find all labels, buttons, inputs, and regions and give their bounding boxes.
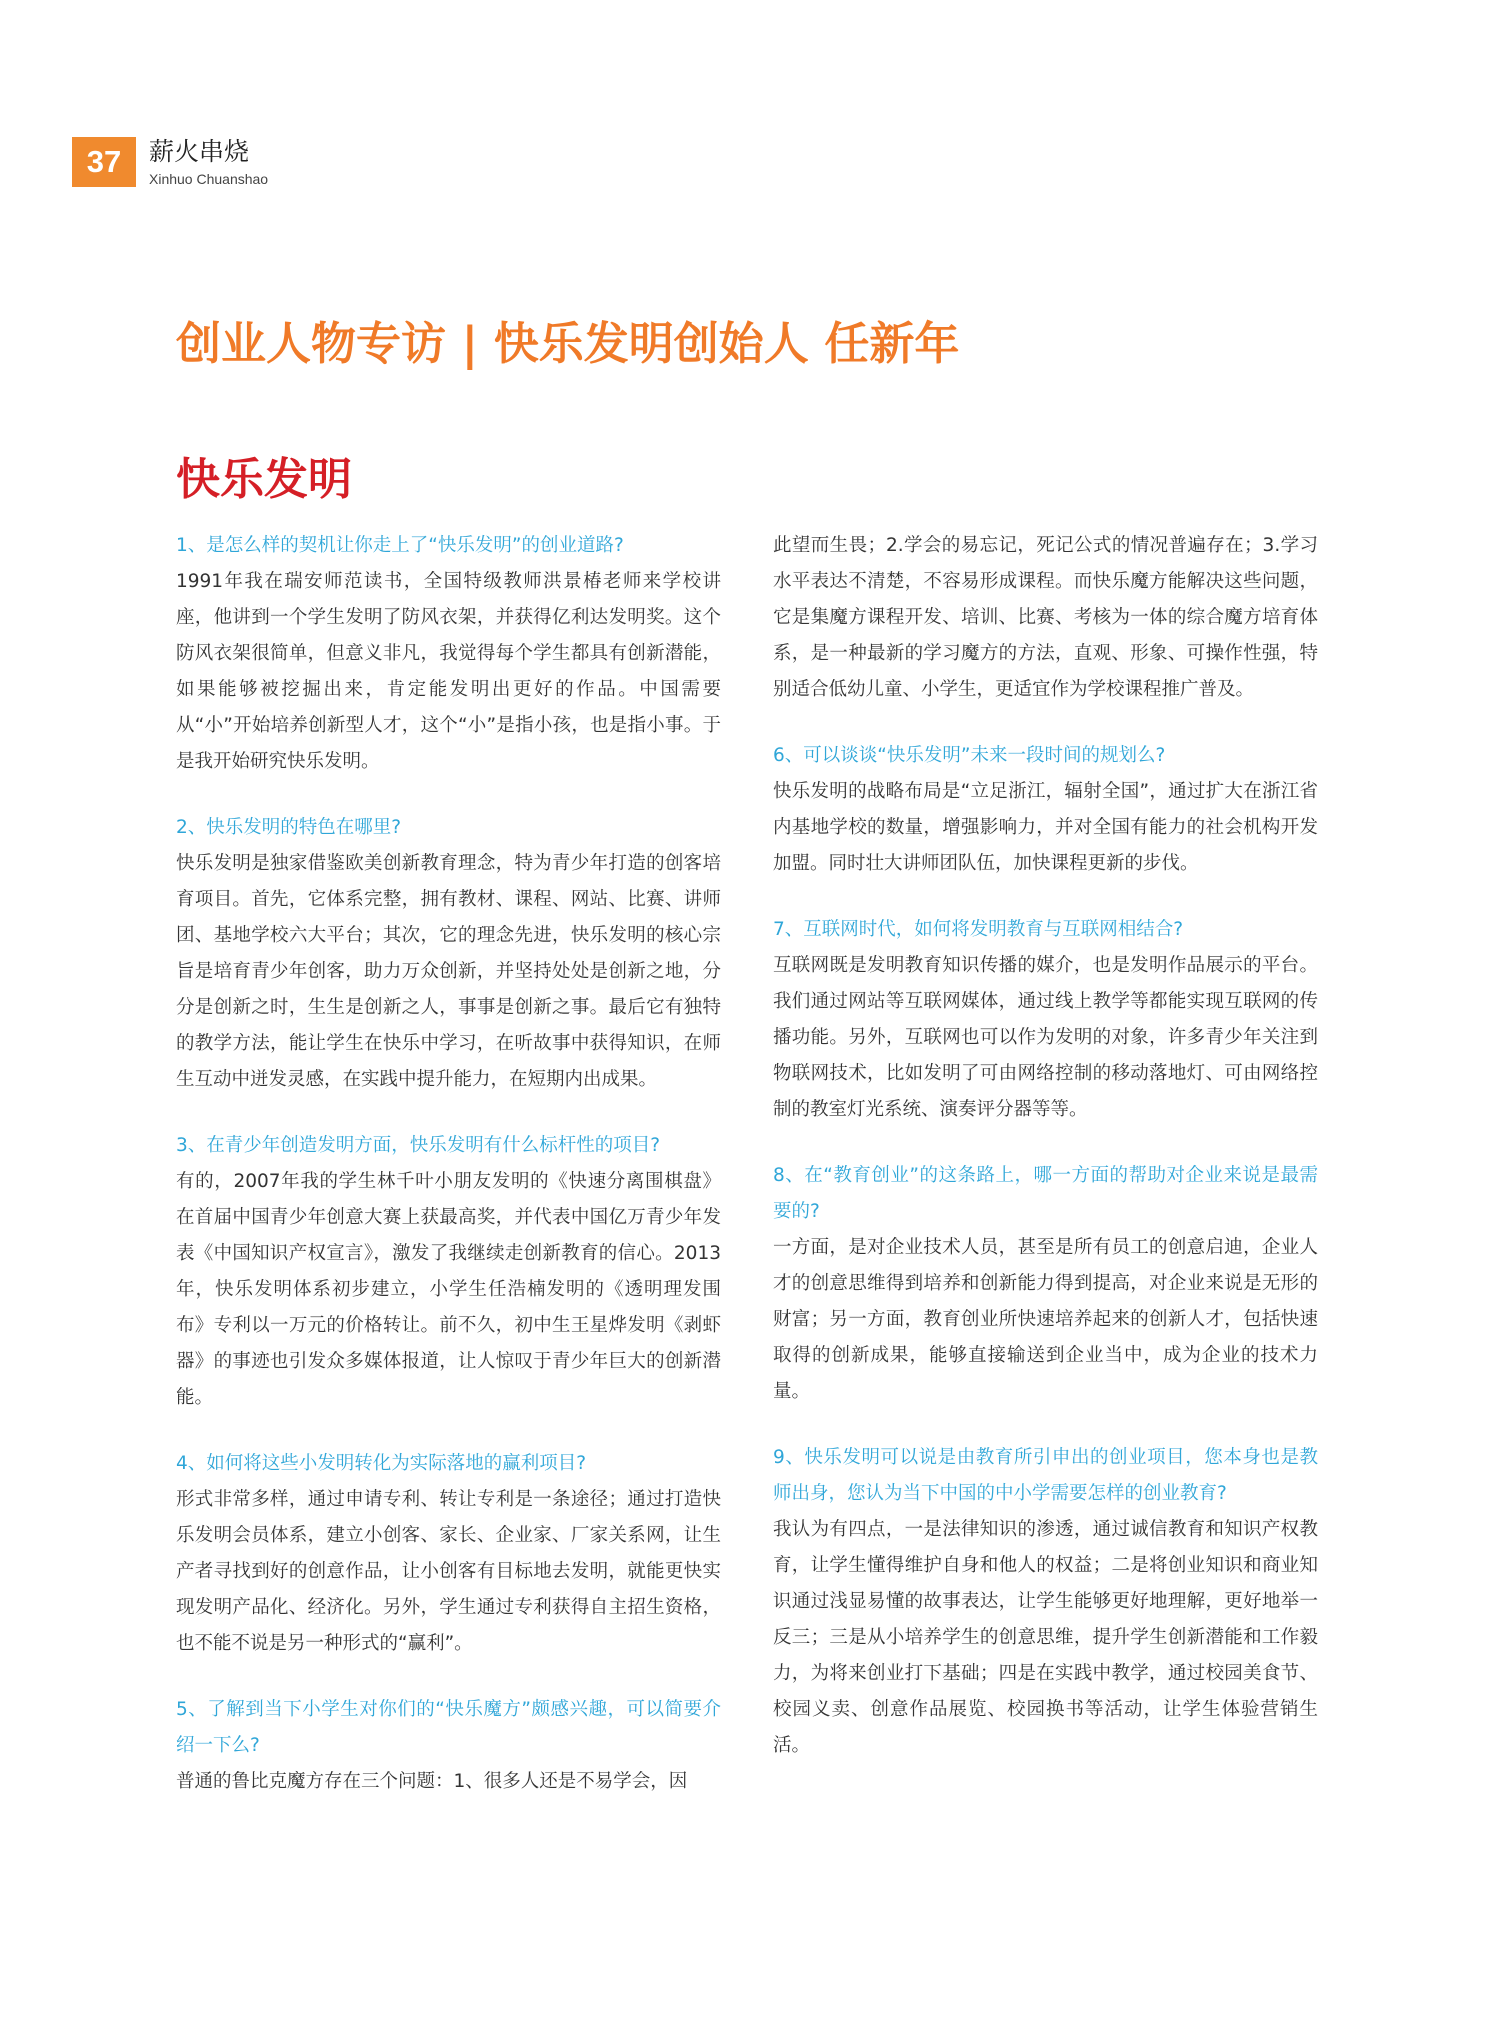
qa-item-5 (176, 1692, 721, 1800)
question-text: 8、在“教育创业”的这条路上，哪一方面的帮助对企业来说是最需要的? (773, 1165, 1318, 1222)
answer-text: 有的，2007年我的学生林千叶小朋友发明的《快速分离围棋盘》在首届中国青少年创意大赛上获最高奖，并代表中国亿万青少年发表《中国知识产权宣言》，激发了我继续走创新教育的信心。2013年，快乐发明体系初步建立，小学生任浩楠发明的《透明理发围布》专利以一万元的价格转让。前不久，初中生王星烨发明《剥虾器》的事迹也引发众多媒体报道，让人惊叹于青少年巨大的创新潜能。 (176, 1171, 721, 1408)
qa-item-2 (176, 810, 721, 1098)
page-number-badge: 37 (72, 137, 136, 187)
answer-text: 1991年我在瑞安师范读书，全国特级教师洪景椿老师来学校讲座，他讲到一个学生发明了防风衣架，并获得亿利达发明奖。这个防风衣架很简单，但意义非凡，我觉得每个学生都具有创新潜能，如果能够被挖掘出来，肯定能发明出更好的作品。中国需要从“小”开始培养创新型人才，这个“小”是指小孩，也是指小事。于是我开始研究快乐发明。 (176, 571, 721, 772)
section-title: 快乐发明 (176, 454, 352, 505)
answer-text: 互联网既是发明教育知识传播的媒介，也是发明作品展示的平台。我们通过网站等互联网媒体，通过线上教学等都能实现互联网的传播功能。另外，互联网也可以作为发明的对象，许多青少年关注到物联网技术，比如发明了可由网络控制的移动落地灯、可由网络控制的教室灯光系统、演奏评分器等等。 (773, 955, 1318, 1120)
magazine-title: 薪火串烧 (149, 137, 250, 166)
qa-item-1 (176, 528, 721, 780)
answer-text: 普通的鲁比克魔方存在三个问题：1、很多人还是不易学会，因 (176, 1771, 688, 1792)
qa-item-8 (773, 1158, 1318, 1410)
answer-text: 快乐发明的战略布局是“立足浙江，辐射全国”，通过扩大在浙江省内基地学校的数量，增强影响力，并对全国有能力的社会机构开发加盟。同时壮大讲师团队伍，加快课程更新的步伐。 (773, 781, 1318, 874)
answer-text: 一方面，是对企业技术人员，甚至是所有员工的创意启迪，企业人才的创意思维得到培养和创新能力得到提高，对企业来说是无形的财富；另一方面，教育创业所快速培养起来的创新人才，包括快速取得的创新成果，能够直接输送到企业当中，成为企业的技术力量。 (773, 1237, 1318, 1402)
qa-item-9 (773, 1440, 1318, 1764)
right-column (773, 528, 1318, 1794)
magazine-subtitle: Xinhuo Chuanshao (149, 171, 269, 187)
question-text: 1、是怎么样的契机让你走上了“快乐发明”的创业道路? (176, 535, 624, 556)
answer-text: 此望而生畏；2.学会的易忘记，死记公式的情况普遍存在；3.学习水平表达不清楚，不容易形成课程。而快乐魔方能解决这些问题，它是集魔方课程开发、培训、比赛、考核为一体的综合魔方培育体系，是一种最新的学习魔方的方法，直观、形象、可操作性强，特别适合低幼儿童、小学生，更适宜作为学校课程推广普及。 (773, 535, 1318, 700)
answer-text: 快乐发明是独家借鉴欧美创新教育理念，特为青少年打造的创客培育项目。首先，它体系完整，拥有教材、课程、网站、比赛、讲师团、基地学校六大平台；其次，它的理念先进，快乐发明的核心宗旨是培育青少年创客，助力万众创新，并坚持处处是创新之地，分分是创新之时，生生是创新之人，事事是创新之事。最后它有独特的教学方法，能让学生在快乐中学习，在听故事中获得知识，在师生互动中迸发灵感，在实践中提升能力，在短期内出成果。 (176, 853, 721, 1090)
question-text: 5、了解到当下小学生对你们的“快乐魔方”颇感兴趣，可以简要介绍一下么? (176, 1699, 721, 1756)
question-text: 2、快乐发明的特色在哪里? (176, 817, 402, 838)
question-text: 4、如何将这些小发明转化为实际落地的赢利项目? (176, 1453, 587, 1474)
question-text: 9、快乐发明可以说是由教育所引申出的创业项目，您本身也是教师出身，您认为当下中国的中小学需要怎样的创业教育? (773, 1447, 1318, 1504)
qa-item-7 (773, 912, 1318, 1128)
answer-text: 我认为有四点，一是法律知识的渗透，通过诚信教育和知识产权教育，让学生懂得维护自身和他人的权益；二是将创业知识和商业知识通过浅显易懂的故事表达，让学生能够更好地理解，更好地举一反三；三是从小培养学生的创意思维，提升学生创新潜能和工作毅力，为将来创业打下基础；四是在实践中教学，通过校园美食节、校园义卖、创意作品展览、校园换书等活动，让学生体验营销生活。 (773, 1519, 1318, 1756)
answer-text: 形式非常多样，通过申请专利、转让专利是一条途径；通过打造快乐发明会员体系，建立小创客、家长、企业家、厂家关系网，让生产者寻找到好的创意作品，让小创客有目标地去发明，就能更快实现发明产品化、经济化。另外，学生通过专利获得自主招生资格，也不能不说是另一种形式的“赢利”。 (176, 1489, 721, 1654)
question-text: 3、在青少年创造发明方面，快乐发明有什么标杆性的项目? (176, 1135, 661, 1156)
question-text: 7、互联网时代，如何将发明教育与互联网相结合? (773, 919, 1184, 940)
qa-item-5-continued (773, 528, 1318, 708)
question-text: 6、可以谈谈“快乐发明”未来一段时间的规划么? (773, 745, 1166, 766)
left-column (176, 528, 721, 1830)
article-heading: 创业人物专访 | 快乐发明创始人 任新年 (176, 317, 960, 370)
qa-item-6 (773, 738, 1318, 882)
qa-item-4 (176, 1446, 721, 1662)
qa-item-3 (176, 1128, 721, 1416)
